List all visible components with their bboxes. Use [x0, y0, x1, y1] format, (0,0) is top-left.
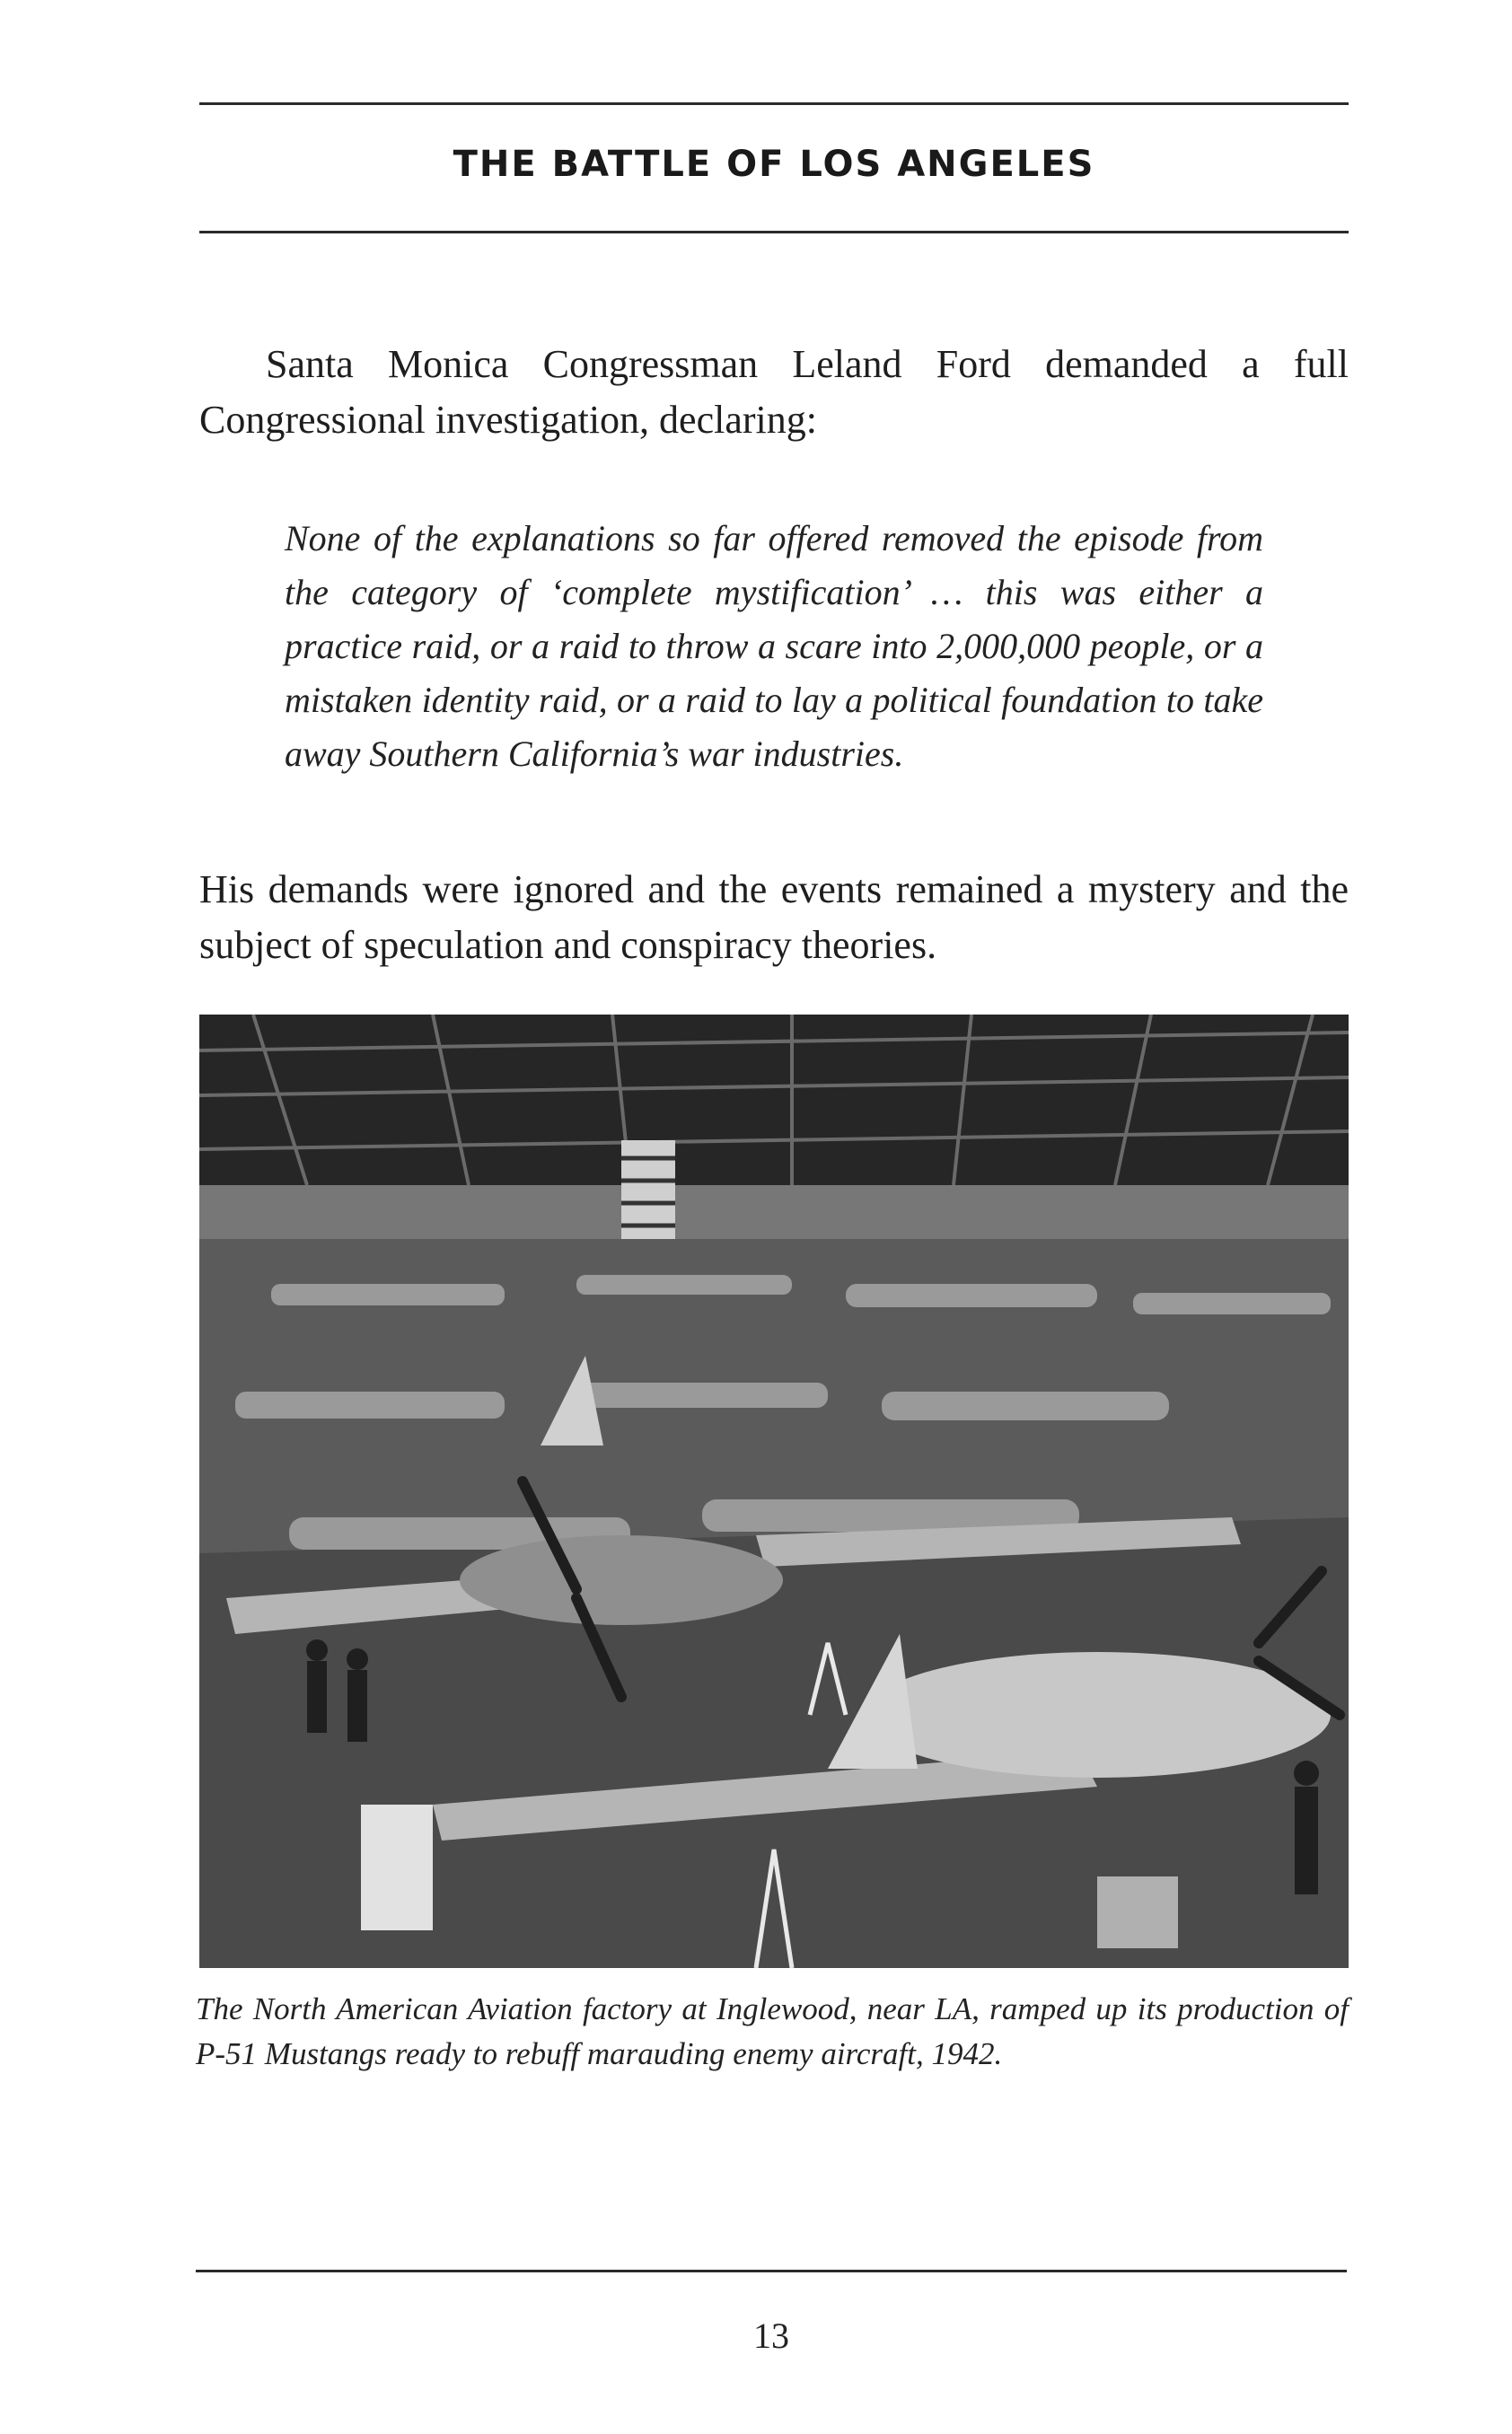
running-head: THE BATTLE OF LOS ANGELES — [453, 144, 1095, 185]
photo-caption: The North American Aviation factory at Inglewood, near LA, ramped up its production of P-51 Mustangs ready to rebuff marauding enemy aircraft, 1942. — [196, 1991, 1349, 2071]
factory-photo — [199, 1015, 1349, 1968]
header-rule-bottom — [199, 231, 1349, 233]
paragraph-outcome: His demands were ignored and the events remained a mystery and the subject of speculation and conspiracy theories. — [199, 867, 1349, 967]
factory-photo-illustration — [199, 1015, 1349, 1968]
block-quote: None of the explanations so far offered removed the episode from the category of ‘complete mystification’ … this was either a practice raid, or a raid to throw a scare into 2,000,000 people, or a mistaken identity raid, or a raid to lay a political foundation to take away Southern California’s war industries. — [285, 518, 1263, 774]
header-rule-top — [199, 102, 1349, 105]
paragraph-intro: Santa Monica Congressman Leland Ford demanded a full Congressional investigation, declaring: — [199, 342, 1349, 442]
footer-rule — [196, 2270, 1347, 2272]
page-number: 13 — [753, 2315, 789, 2356]
